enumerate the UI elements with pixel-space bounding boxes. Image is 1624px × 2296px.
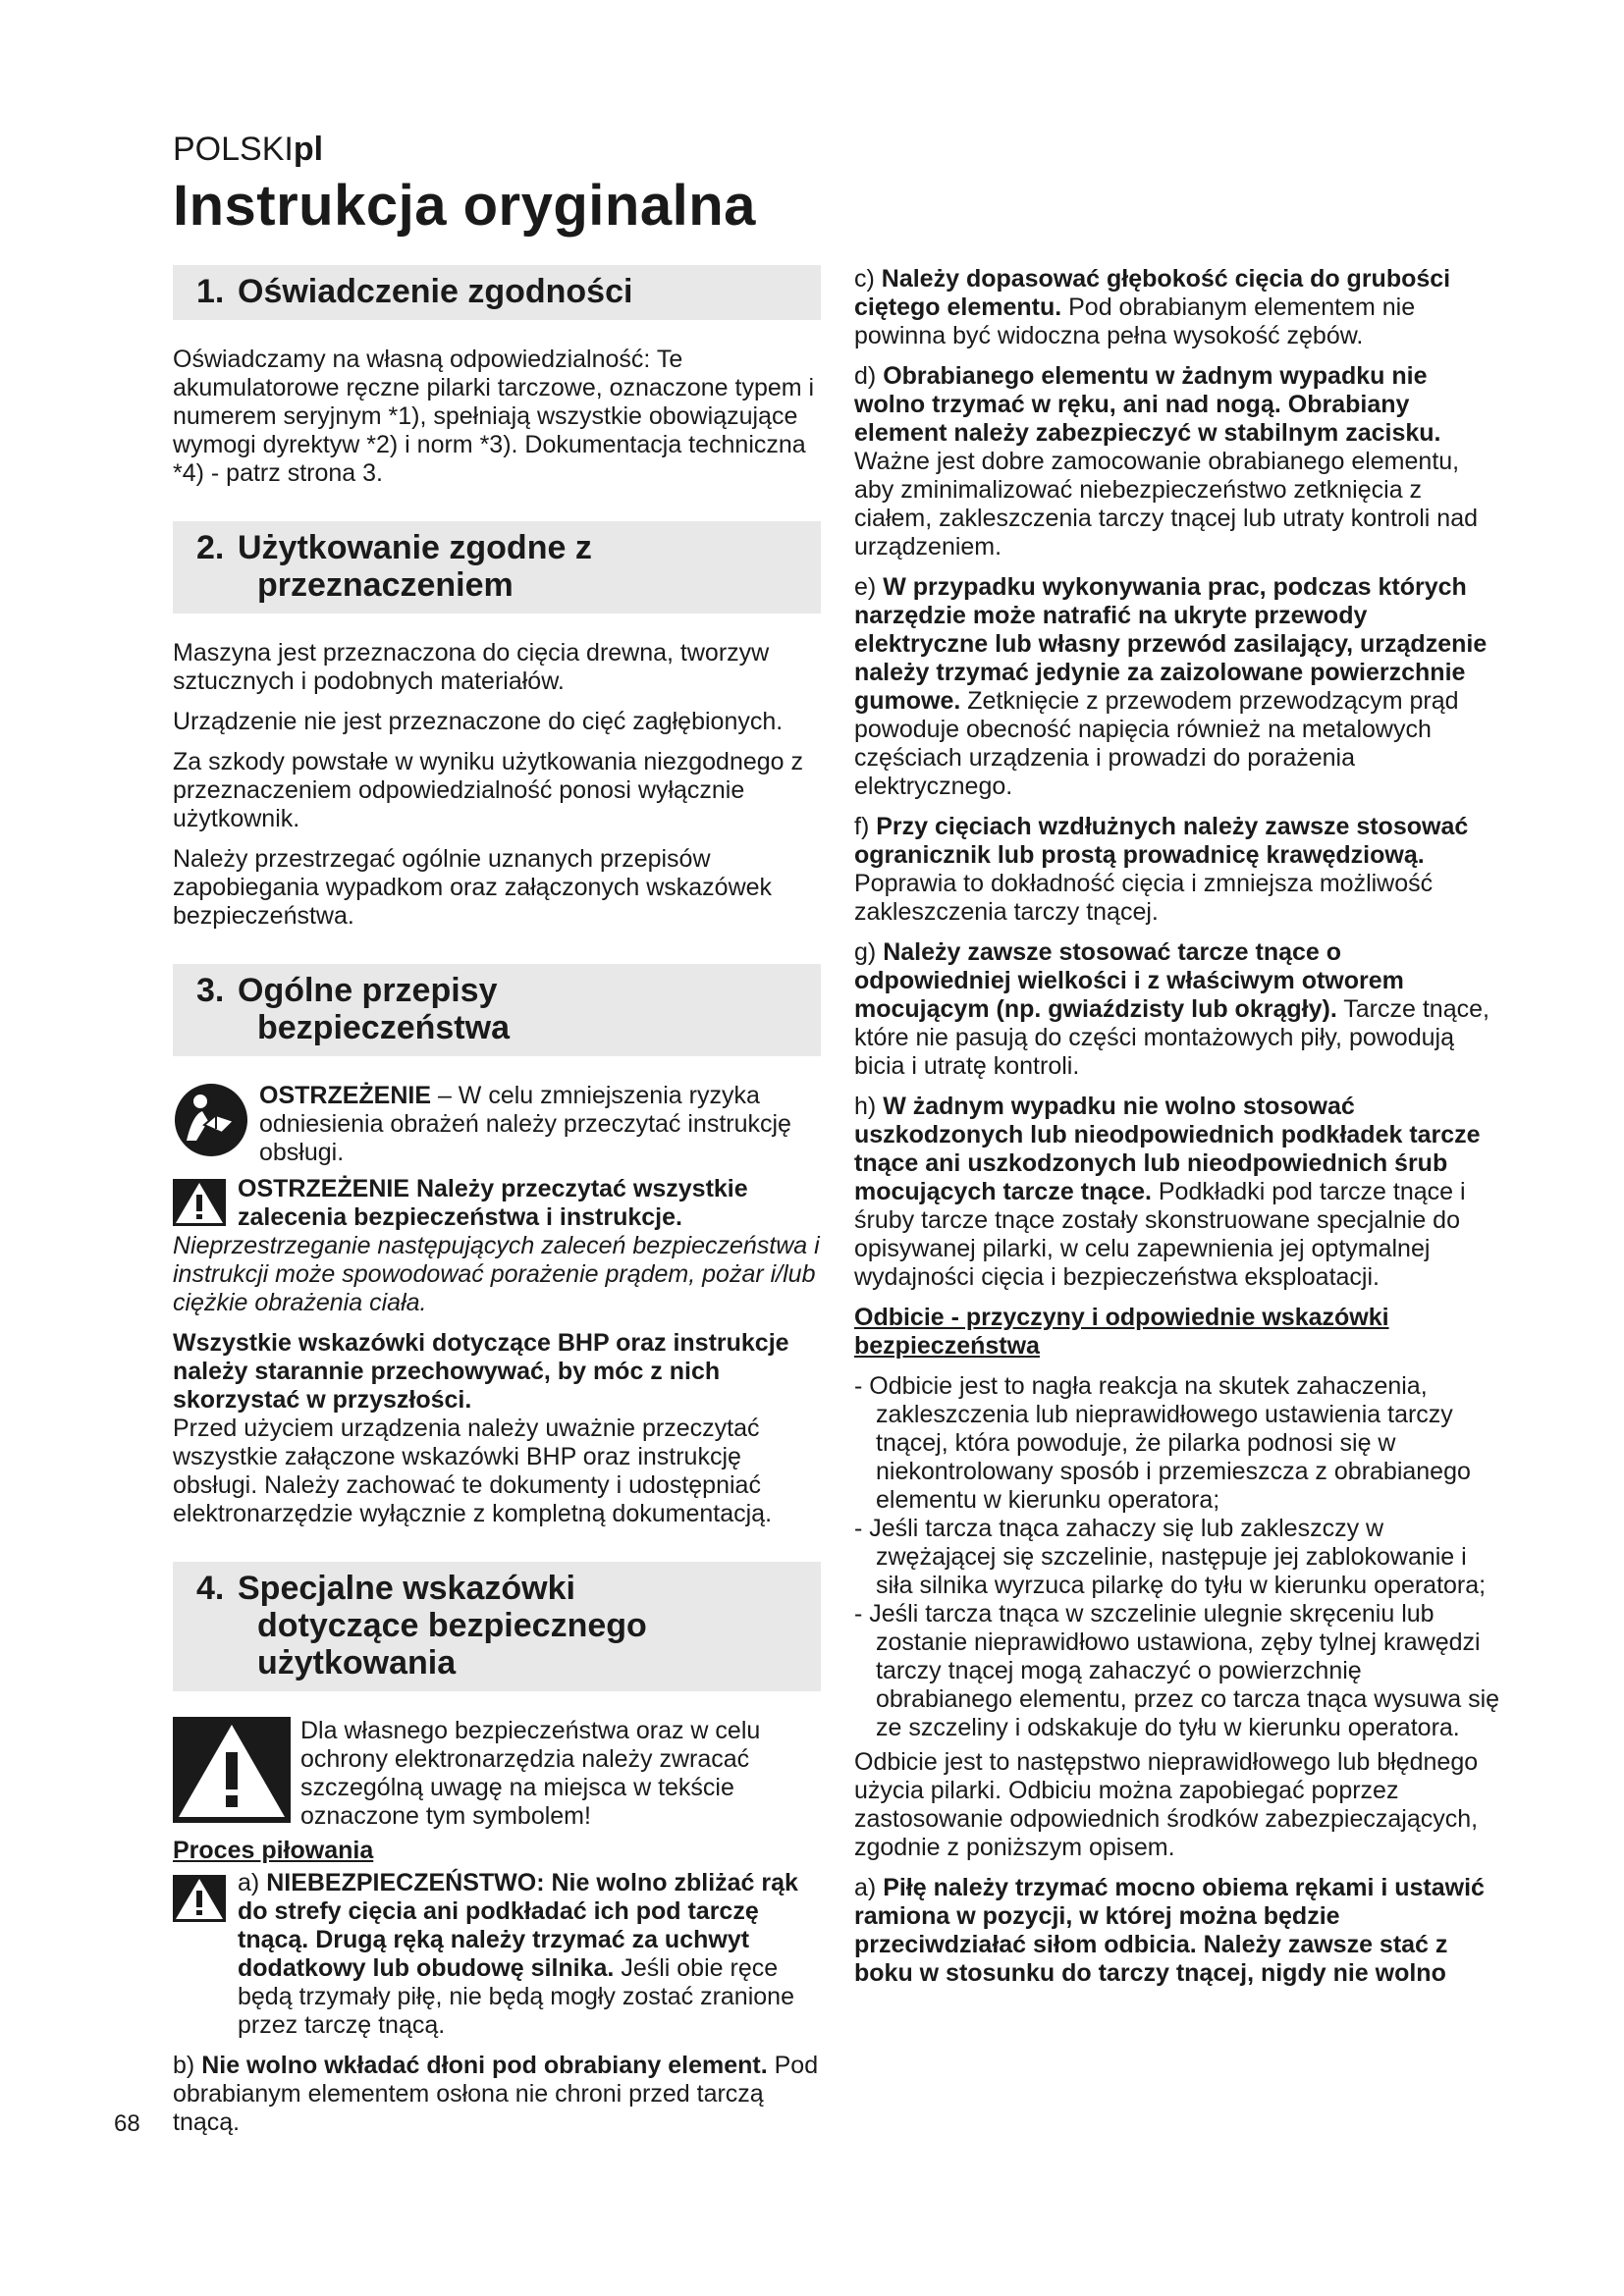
kickback-paragraph: Odbicie jest to następstwo nieprawidłowego lub błędnego użycia pilarki. Odbiciu można zapobiegać poprzez zastosowanie odpowiednich środków zabezpieczających, zgodnie z poniższym opisem. — [854, 1748, 1479, 1861]
item-f — [854, 813, 1502, 927]
special-warning-block — [173, 1717, 821, 1831]
general-warning-italic: Nieprzestrzeganie następujących zaleceń bezpieczeństwa i instrukcji może spowodować porażenie prądem, pożar i/lub ciężkie obrażenia ciała. — [173, 1232, 820, 1316]
section-1-heading — [173, 265, 821, 320]
item-label: d) — [854, 362, 877, 390]
kickback-item: - Jeśli tarcza tnąca w szczelinie ulegnie skręceniu lub zostanie nieprawidłowo ustawiona, zęby tylnej krawędzi tarczy tnącej mogą zahaczyć o powierzchnię obrabianego elementu, przez co tarcza tnąca wysuwa się ze szczeliny i odskakuje do tyłu w kierunku operatora. — [854, 1600, 1500, 1741]
item-bold: Przy cięciach wzdłużnych należy zawsze stosować ogranicznik lub prostą prowadnicę krawędziową. — [854, 813, 1469, 869]
keep-instructions-bold: Wszystkie wskazówki dotyczące BHP oraz instrukcje należy starannie przechowywać, by móc z nich skorzystać w przyszłości. — [173, 1329, 789, 1414]
item-bold: Należy zawsze stosować tarcze tnące o odpowiedniej wielkości i z właściwym otworem mocującym (np. gwiaździsty lub okrągły). — [854, 938, 1404, 1023]
item-label: b) — [173, 2052, 195, 2079]
declaration-paragraph: Oświadczamy na własną odpowiedzialność: Te akumulatorowe ręczne pilarki tarczowe, oznaczone typem i numerem seryjnym *1), spełniają wszystkie obowiązujące wymogi dyrektyw *2) i norm *3). Dokumentacja techniczna *4) - patrz strona 3. — [173, 346, 815, 487]
usage-paragraph-3: Za szkody powstałe w wyniku użytkowania niezgodnego z przeznaczeniem odpowiedzialność ponosi wyłącznie użytkownik. — [173, 748, 804, 832]
item-a — [238, 1869, 821, 2040]
item-bold: Piłę należy trzymać mocno obiema rękami i ustawić ramiona w pozycji, w której można będzie przeciwdziałać siłom odbicia. Należy zawsze stać z boku w stosunku do tarczy tnącej, nigdy nie wolno — [854, 1874, 1485, 1987]
item-b — [173, 2052, 821, 2137]
item-text: Poprawia to dokładność cięcia i zmniejsza możliwość zakleszczenia tarczy tnącej. — [854, 870, 1434, 926]
section-number: 1. — [196, 273, 225, 310]
item-label: a) — [854, 1874, 877, 1901]
kickback-item: - Jeśli tarcza tnąca zahaczy się lub zakleszczy w zwężającej się szczelinie, następuje jej zablokowanie i siła silnika wyrzuca pilarkę do tyłu w kierunku operatora; — [854, 1515, 1487, 1599]
section-title-line-1: Użytkowanie zgodne z — [238, 529, 592, 566]
section-title: Oświadczenie zgodności — [238, 273, 633, 310]
usage-paragraph-4: Należy przestrzegać ogólnie uznanych przepisów zapobiegania wypadkom oraz załączonych wskazówek bezpieczeństwa. — [173, 845, 773, 930]
item-g — [854, 938, 1502, 1081]
item-label: e) — [854, 573, 877, 601]
kickback-list — [854, 1372, 1502, 1742]
item-label: g) — [854, 938, 877, 966]
section-number: 4. — [196, 1570, 225, 1607]
kickback-item-a — [854, 1874, 1502, 1988]
section-title-line-1: Specjalne wskazówki — [238, 1570, 575, 1607]
item-h — [854, 1093, 1502, 1292]
usage-paragraph-2: Urządzenie nie jest przeznaczone do cięć zagłębionych. — [173, 708, 784, 735]
warning-triangle-icon — [173, 1179, 226, 1231]
item-label: h) — [854, 1093, 877, 1120]
section-title-line-1: Ogólne przepisy — [238, 972, 498, 1009]
item-bold: Nie wolno wkładać dłoni pod obrabiany element. — [201, 2052, 768, 2079]
read-manual-warning — [173, 1082, 821, 1167]
sawing-process-heading: Proces piłowania — [173, 1837, 374, 1864]
page-number: 68 — [114, 2110, 140, 2137]
item-label: a) — [238, 1869, 260, 1896]
warning-triangle-icon — [173, 1875, 226, 1927]
large-warning-triangle-icon — [173, 1717, 291, 1828]
keep-instructions-text: Przed użyciem urządzenia należy uważnie przeczytać wszystkie załączone wskazówki BHP oraz instrukcję obsługi. Należy zachować te dokumenty i udostępniać elektronarzędzie wyłącznie z kompletną dokumentacją. — [173, 1415, 773, 1527]
item-text: Tarcze tnące, które nie pasują do części montażowych piły, powodują bicia i utratę kontroli. — [854, 995, 1489, 1080]
left-column — [173, 265, 821, 2149]
section-4-heading — [173, 1562, 821, 1691]
section-number: 3. — [196, 972, 225, 1009]
language-name: POLSKI — [173, 131, 294, 168]
warning-keyword: OSTRZEŻENIE — [259, 1082, 432, 1109]
section-title-line-2: przeznaczeniem — [257, 566, 514, 604]
item-text: Pod obrabianym elementem osłona nie chroni przed tarczą tnącą. — [173, 2052, 819, 2136]
usage-paragraph-1: Maszyna jest przeznaczona do cięcia drewna, tworzyw sztucznych i podobnych materiałów. — [173, 639, 770, 695]
kickback-item: - Odbicie jest to nagła reakcja na skutek zahaczenia, zakleszczenia lub nieprawidłowego ustawienia tarczy tnącej, która powoduje, że pilarka podnosi się w niekontrolowany sposób i przemieszcza z obrabianego elementu w kierunku operatora; — [854, 1372, 1471, 1514]
document-title: Instrukcja oryginalna — [173, 174, 756, 238]
section-title-line-2: bezpieczeństwa — [257, 1009, 510, 1046]
item-label: c) — [854, 265, 875, 293]
language-code: pl — [293, 131, 324, 168]
warning-text: – W celu zmniejszenia ryzyka odniesienia obrażeń należy przeczytać instrukcję obsługi. — [259, 1082, 791, 1166]
item-bold: W przypadku wykonywania prac, podczas których narzędzie może natrafić na ukryte przewody elektryczne lub własny przewód zasilający, urządzenie należy trzymać jedynie za zaizolowane powierzchnie gumowe. — [854, 573, 1488, 715]
item-text: Zetknięcie z przewodem przewodzącym prąd powoduje obecność napięcia również na metalowych częściach urządzenia i prowadzi do porażenia elektrycznego. — [854, 687, 1459, 800]
item-text: Pod obrabianym elementem nie powinna być widoczna pełna wysokość zębów. — [854, 294, 1416, 349]
right-column — [854, 265, 1502, 2000]
section-number: 2. — [196, 529, 225, 566]
item-c — [854, 265, 1502, 350]
item-text: Ważne jest dobre zamocowanie obrabianego elementu, aby zminimalizować niebezpieczeństwo zetknięcia z ciałem, zakleszczenia tarczy tnącej lub utraty kontroli nad urządzeniem. — [854, 448, 1479, 561]
item-text: Podkładki pod tarcze tnące i śruby tarcze tnące zostały skonstruowane specjalnie do opisywanej pilarki, w celu zapewnienia jej optymalnej wydajności cięcia i bezpieczeństwa eksploatacji. — [854, 1178, 1466, 1291]
kickback-heading: Odbicie - przyczyny i odpowiednie wskazówki bezpieczeństwa — [854, 1304, 1389, 1360]
general-warning-bold: OSTRZEŻENIE Należy przeczytać wszystkie zalecenia bezpieczeństwa i instrukcje. — [238, 1175, 748, 1231]
section-2-heading — [173, 521, 821, 614]
item-bold: W żadnym wypadku nie wolno stosować uszkodzonych lub nieodpowiednich podkładek tarcze tnące ani uszkodzonych lub nieodpowiednich śrub mocujących tarcze tnące. — [854, 1093, 1481, 1205]
item-e — [854, 573, 1502, 801]
item-label: f) — [854, 813, 870, 840]
section-title-line-3: użytkowania — [257, 1644, 457, 1682]
general-warning — [173, 1175, 821, 1232]
item-bold: NIEBEZPIECZEŃSTWO: Nie wolno zbliżać rąk do strefy cięcia ani podkładać ich pod tarczę tnącą. Drugą ręką należy trzymać za uchwyt dodatkowy lub obudowę silnika. — [238, 1869, 798, 1982]
read-manual-text — [259, 1082, 821, 1167]
item-bold: Należy dopasować głębokość cięcia do grubości ciętego elementu. — [854, 265, 1451, 321]
item-text: Jeśli obie ręce będą trzymały piłę, nie będą mogły zostać zranione przez tarczę tnącą. — [238, 1954, 794, 2039]
item-d — [854, 362, 1502, 561]
item-a-row — [173, 1869, 821, 2040]
item-bold: Obrabianego elementu w żadnym wypadku nie wolno trzymać w ręku, ani nad nogą. Obrabiany element należy zabezpieczyć w stabilnym zacisku. — [854, 362, 1441, 447]
section-title-line-2: dotyczące bezpiecznego — [257, 1607, 647, 1644]
special-warning-text: Dla własnego bezpieczeństwa oraz w celu ochrony elektronarzędzia należy zwracać szczególną uwagę na miejsca w tekście oznaczone tym symbolem! — [300, 1717, 761, 1830]
read-manual-icon — [173, 1082, 249, 1163]
language-label — [173, 131, 323, 169]
section-3-heading — [173, 964, 821, 1056]
